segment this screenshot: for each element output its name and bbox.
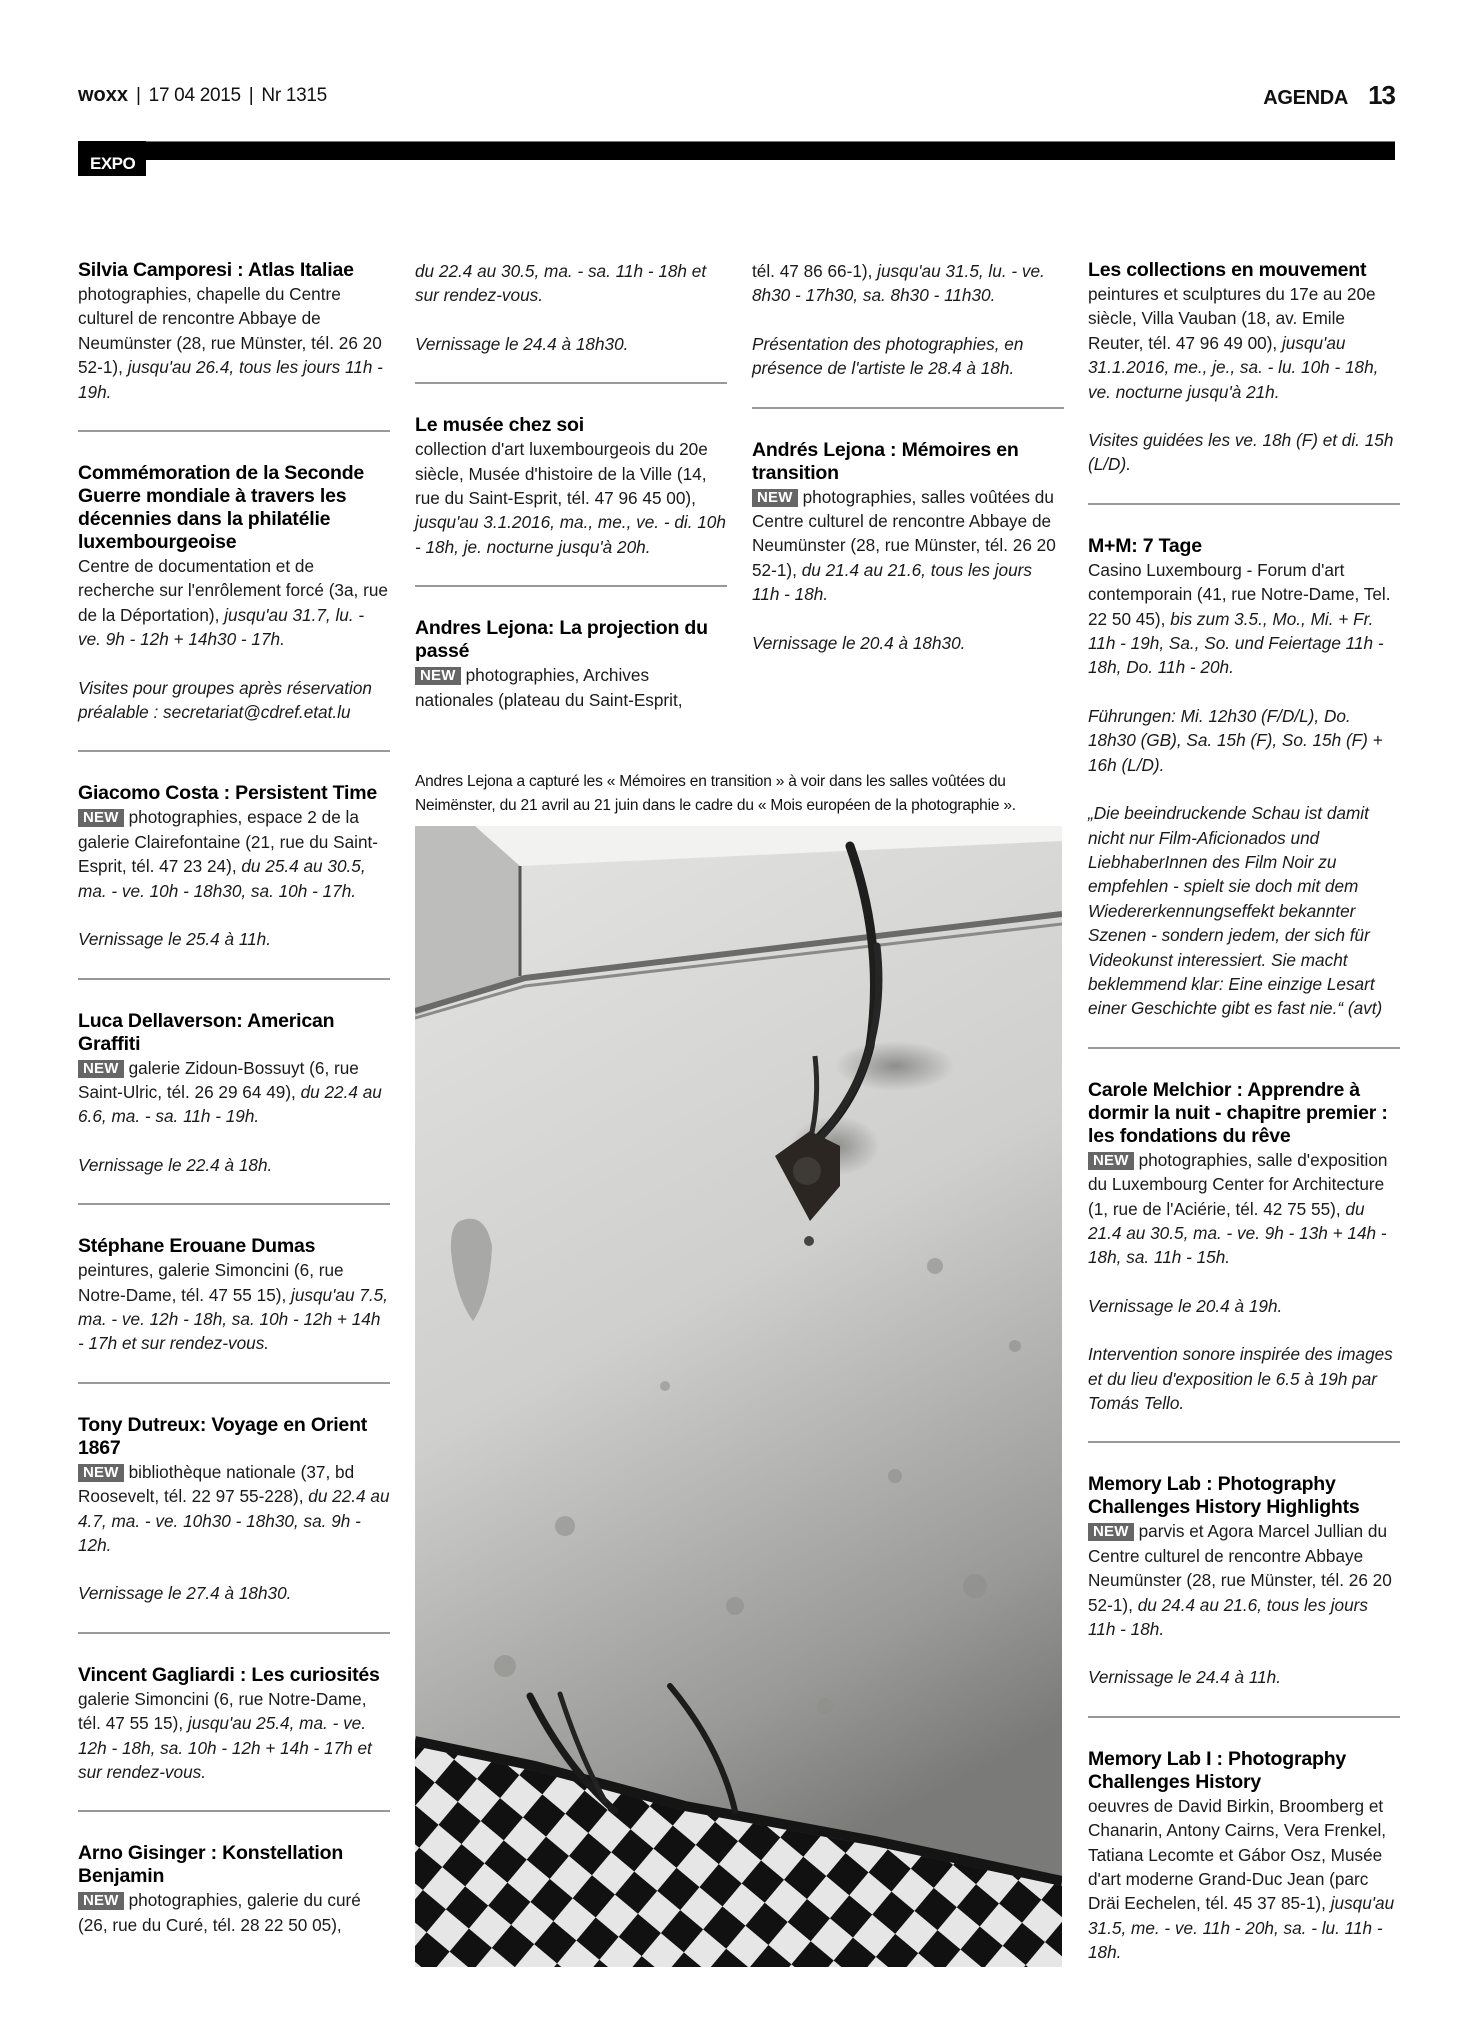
entry-dates: jusqu'au 7.5, ma. - ve. 12h - 18h, sa. 10h - 12h + 14h - 17h et sur rendez-vous. (78, 1284, 388, 1354)
entry-details: collection d'art luxembourgeois du 20e siècle, Musée d'histoire de la Ville (14, rue du Saint-Esprit, tél. 47 96 45 00), (415, 439, 708, 509)
entry-details: photographies, espace 2 de la galerie Clairefontaine (21, rue du Saint-Esprit, tél. 47 23 24), (78, 807, 379, 877)
divider (78, 1203, 390, 1205)
entry-details: photographies, chapelle du Centre culturel de rencontre Abbaye de Neumünster (28, rue Münster, tél. 26 20 52-1), (78, 284, 382, 378)
entry-title: Commémoration de la Seconde Guerre mondiale à travers les décennies dans la philatélie luxembourgeoise (78, 462, 365, 554)
entry-dates: du 25.4 au 30.5, ma. - ve. 10h - 18h30, sa. 10h - 17h. (78, 856, 366, 901)
entry-title: Memory Lab : Photography Challenges History Highlights (1088, 1473, 1360, 1519)
entry-body (1088, 558, 1400, 680)
entry-dates: jusqu'au 3.1.2016, ma., me., ve. - di. 10h - 18h, je. nocturne jusqu'à 20h. (415, 512, 726, 557)
entry-title: Les collections en mouvement (1088, 259, 1367, 281)
entry-dates: jusqu'au 25.4, ma. - ve. 12h - 18h, sa. 10h - 12h + 14h - 17h et sur rendez-vous. (78, 1713, 372, 1782)
entry-dates: du 22.4 au 4.7, ma. - ve. 10h30 - 18h30, sa. 9h - 12h. (78, 1486, 390, 1555)
divider (78, 430, 390, 432)
entry-body (1088, 1148, 1400, 1270)
column-2 (415, 259, 727, 712)
entry-title: Silvia Camporesi : Atlas Italiae (78, 259, 354, 281)
entry-details: Centre de documentation et de recherche sur l'enrôlement forcé (3a, rue de la Déportation), (78, 556, 388, 625)
listing-entry (78, 1664, 390, 1785)
entry-details: bibliothèque nationale (37, bd Roosevelt, tél. 22 97 55-228), (78, 1461, 355, 1507)
entry-details: oeuvres de David Birkin, Broomberg et Chanarin, Antony Cairns, Vera Frenkel, Tatiana Lecomte et Gábor Osz, Musée d'art moderne Grand-Duc Jean (parc Dräi Eechelen, tél. 45 37 85-1), (1088, 1795, 1387, 1914)
entry-body (78, 1258, 390, 1356)
column-1 (78, 259, 390, 1937)
new-badge: NEW (78, 1892, 124, 1910)
entry-body (1088, 282, 1400, 404)
listing-entry (1088, 535, 1400, 1021)
divider (415, 585, 727, 587)
entry-dates: jusqu'au 31.7, lu. - ve. 9h - 12h + 14h30 - 17h. (78, 604, 365, 650)
entry-title: Giacomo Costa : Persistent Time (78, 782, 378, 805)
section-bar (78, 141, 1395, 160)
listing-entry (415, 414, 727, 559)
divider (752, 407, 1064, 409)
column-3 (752, 259, 1064, 655)
entry-title: Memory Lab I : Photography Challenges History (1088, 1747, 1347, 1793)
entry-note: Vernissage le 27.4 à 18h30. (78, 1583, 292, 1604)
entry-details: galerie Simoncini (6, rue Notre-Dame, tél. 47 55 15), (78, 1688, 367, 1734)
listing-entry-continued (415, 259, 727, 356)
listing-entry (1088, 1748, 1400, 1965)
divider (1088, 1716, 1400, 1718)
publication-brand: woxx (78, 84, 129, 106)
column-4 (1088, 259, 1400, 1965)
new-badge: NEW (78, 1060, 124, 1078)
listing-entry (78, 1842, 390, 1937)
divider (78, 1382, 390, 1384)
entry-body (78, 1687, 390, 1785)
entry-details: peintures, galerie Simoncini (6, rue Notre-Dame, tél. 47 55 15), (78, 1260, 344, 1305)
entry-title: Vincent Gagliardi : Les curiosités (78, 1663, 380, 1686)
divider (78, 1632, 390, 1634)
entry-title: Le musée chez soi (415, 414, 584, 437)
header-separator: | (136, 84, 141, 106)
entry-body (78, 554, 390, 652)
entry-dates: jusqu'au 26.4, tous les jours 11h - 19h. (78, 357, 383, 402)
entry-review-quote: „Die beeindruckende Schau ist damit nicht nur Film-Aficionados und LiebhaberInnen des Film Noir zu empfehlen - spielt sie doch mit dem Wiedererkennungseffekt bekannter Szenen - sondern jedem, der sich für Videokunst interessiert. Sie macht beklemmend klar: Eine einzige Lesart einer Geschichte gibt es fast nie.“ (avt) (1088, 803, 1383, 1019)
entry-details: parvis et Agora Marcel Jullian du Centre culturel de rencontre Abbaye Neumünster (28, rue Münster, tél. 26 20 52-1), (1088, 1521, 1392, 1615)
entry-title: Arno Gisinger : Konstellation Benjamin (78, 1842, 344, 1888)
entry-body (752, 259, 1064, 308)
entry-note: Vernissage le 20.4 à 18h30. (752, 632, 966, 653)
divider (78, 1810, 390, 1812)
listing-entry (78, 1235, 390, 1356)
entry-title: Luca Dellaverson: American Graffiti (78, 1009, 335, 1055)
wall-hole (804, 1236, 814, 1246)
entry-title: Andrés Lejona : Mémoires en transition (752, 438, 1019, 484)
entry-details: tél. 47 86 66-1), (752, 261, 878, 281)
issue-date: 17 04 2015 (148, 84, 241, 106)
photo-caption: Andres Lejona a capturé les « Mémoires en transition » à voir dans les salles voûtées du Neimënster, du 21 avril au 21 juin dans le cadre du « Mois européen de la photographie ». (415, 773, 1016, 814)
divider (78, 750, 390, 752)
entry-note: Vernissage le 22.4 à 18h. (78, 1154, 273, 1175)
header-separator: | (248, 84, 254, 106)
new-badge: NEW (1088, 1152, 1134, 1170)
entry-details: photographies, salles voûtées du Centre culturel de rencontre Abbaye de Neumünster (28, rue Münster, tél. 26 20 52-1), (752, 486, 1056, 580)
new-badge: NEW (1088, 1523, 1134, 1541)
listing-entry (78, 782, 390, 951)
entry-details: Casino Luxembourg - Forum d'art contemporain (41, rue Notre-Dame, Tel. 22 50 45), (1088, 559, 1391, 629)
entry-body (415, 663, 727, 712)
entry-dates: du 24.4 au 21.6, tous les jours 11h - 18h. (1088, 1594, 1368, 1640)
new-badge: NEW (78, 809, 124, 827)
entry-details: galerie Zidoun-Bossuyt (6, rue Saint-Ulric, tél. 26 29 64 49), (78, 1057, 359, 1102)
new-badge: NEW (78, 1464, 124, 1482)
listing-entry-continued (752, 259, 1064, 381)
entry-body (1088, 1519, 1400, 1641)
entry-body (78, 805, 390, 903)
entry-title: Stéphane Erouane Dumas (78, 1235, 316, 1258)
divider (1088, 503, 1400, 505)
entry-body (1088, 1794, 1400, 1965)
new-badge: NEW (415, 667, 461, 685)
entry-details: peintures et sculptures du 17e au 20e siècle, Villa Vauban (18, av. Emile Reuter, tél. 47 96 49 00), (1088, 284, 1376, 353)
entry-body (78, 1056, 390, 1129)
entry-details: photographies, salle d'exposition du Luxembourg Center for Architecture (1, rue de l'Aciérie, tél. 42 75 55), (1088, 1149, 1388, 1219)
listing-entry (78, 1010, 390, 1178)
listing-entry (1088, 259, 1400, 477)
entry-dates: jusqu'au 31.5, lu. - ve. 8h30 - 17h30, sa. 8h30 - 11h30. (752, 261, 1045, 306)
new-badge: NEW (752, 489, 798, 507)
entry-dates: jusqu'au 31.5, me. - ve. 11h - 20h, sa. - lu. 11h - 18h. (1088, 1893, 1395, 1963)
listing-entry (752, 439, 1064, 655)
entry-title: Carole Melchior : Apprendre à dormir la nuit - chapitre premier : les fondations du rêve (1088, 1078, 1388, 1147)
divider (1088, 1047, 1400, 1049)
entry-title: M+M: 7 Tage (1088, 534, 1202, 557)
entry-body (78, 282, 390, 404)
entry-body (752, 485, 1064, 607)
entry-note: Führungen: Mi. 12h30 (F/D/L), Do. 18h30 (GB), Sa. 15h (F), So. 15h (F) + 16h (L/D). (1088, 705, 1383, 775)
entry-note: Vernissage le 24.4 à 18h30. (415, 333, 629, 354)
entry-note: Visites pour groupes après réservation préalable : secretariat@cdref.etat.lu (78, 677, 372, 723)
listing-entry (1088, 1079, 1400, 1416)
entry-body (78, 1888, 390, 1937)
entry-note: Intervention sonore inspirée des images et du lieu d'exposition le 6.5 à 19h par Tomás Tello. (1088, 1344, 1393, 1413)
entry-note: Vernissage le 20.4 à 19h. (1088, 1295, 1283, 1316)
entry-title: Andres Lejona: La projection du passé (415, 617, 708, 663)
entry-title: Tony Dutreux: Voyage en Orient 1867 (78, 1413, 368, 1459)
entry-details: photographies, galerie du curé (26, rue du Curé, tél. 28 22 50 05), (78, 1890, 361, 1935)
trophy-skull (793, 1157, 821, 1185)
entry-dates: bis zum 3.5., Mo., Mi. + Fr. 11h - 19h, Sa., So. und Feiertage 11h - 18h, Do. 11h - 20h. (1088, 608, 1384, 678)
entry-body (415, 437, 727, 559)
page-number: 13 (1368, 80, 1395, 110)
page-header-left (78, 84, 327, 107)
page-header-right (1263, 80, 1395, 111)
section-tab-expo: EXPO (78, 141, 146, 176)
entry-note: Présentation des photographies, en présence de l'artiste le 28.4 à 18h. (752, 333, 1024, 379)
issue-number: Nr 1315 (261, 84, 327, 106)
listing-entry (78, 462, 390, 724)
section-name: AGENDA (1263, 87, 1349, 109)
entry-dates: jusqu'au 31.1.2016, me., je., sa. - lu. 10h - 18h, ve. nocturne jusqu'à 21h. (1088, 332, 1379, 402)
divider (415, 382, 727, 384)
entry-body (415, 259, 727, 308)
entry-details: photographies, Archives nationales (plateau du Saint-Esprit, (415, 665, 683, 710)
entry-dates: du 21.4 au 21.6, tous les jours 11h - 18h. (752, 559, 1032, 605)
listing-entry (78, 1414, 390, 1606)
listing-entry (1088, 1473, 1400, 1689)
entry-dates: du 22.4 au 30.5, ma. - sa. 11h - 18h et sur rendez-vous. (415, 261, 707, 306)
entry-body (78, 1460, 390, 1558)
listing-entry (415, 617, 727, 712)
photo-illustration (415, 826, 1062, 1967)
entry-note: Visites guidées les ve. 18h (F) et di. 15h (L/D). (1088, 430, 1394, 475)
entry-note: Vernissage le 25.4 à 11h. (78, 929, 272, 950)
divider (78, 978, 390, 980)
divider (1088, 1441, 1400, 1443)
entry-dates: du 22.4 au 6.6, ma. - sa. 11h - 19h. (78, 1081, 382, 1127)
entry-note: Vernissage le 24.4 à 11h. (1088, 1667, 1282, 1688)
entry-dates: du 21.4 au 30.5, ma. - ve. 9h - 13h + 14h - 18h, sa. 11h - 15h. (1088, 1198, 1387, 1268)
exhibition-photo (415, 826, 1062, 1967)
listing-entry (78, 259, 390, 404)
